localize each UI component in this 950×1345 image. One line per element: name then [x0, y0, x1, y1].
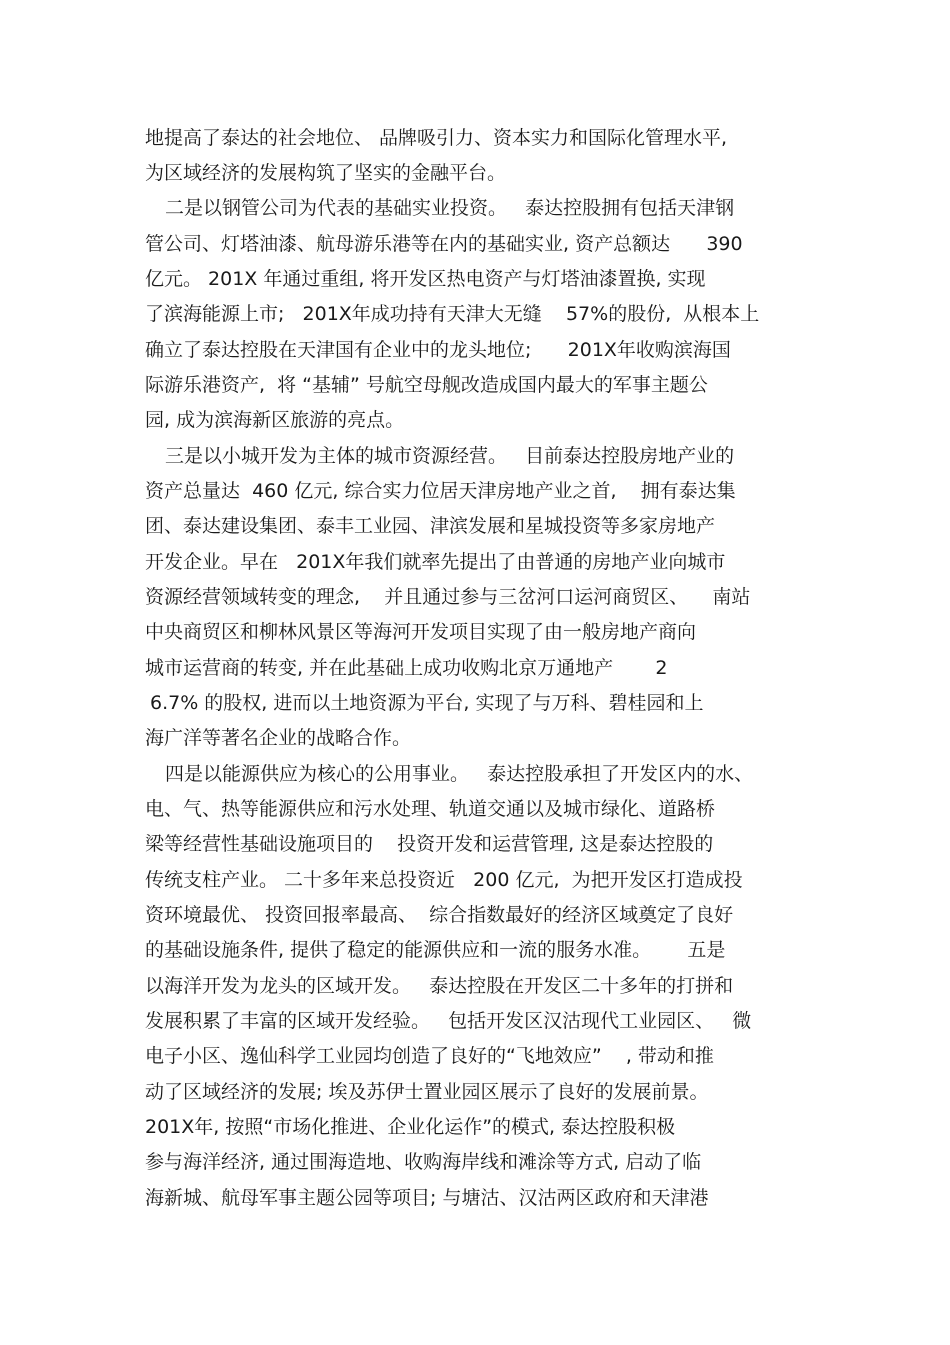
text-line: 了滨海能源上市; 201X年成功持有天津大无缝 57%的股份, 从根本上 [145, 303, 760, 325]
text-line: 动了区域经济的发展; 埃及苏伊士置业园区展示了良好的发展前景。 [145, 1081, 709, 1103]
text-line: 的基础设施条件, 提供了稳定的能源供应和一流的服务水准。 五是 [145, 939, 726, 961]
text-line: 资环境最优、 投资回报率最高、 综合指数最好的经济区域奠定了良好 [145, 904, 734, 926]
text-line: 四是以能源供应为核心的公用事业。 泰达控股承担了开发区内的水、 [165, 763, 754, 785]
text-line: 确立了泰达控股在天津国有企业中的龙头地位; 201X年收购滨海国 [145, 339, 731, 361]
text-line: 三是以小城开发为主体的城市资源经营。 目前泰达控股房地产业的 [165, 445, 735, 467]
text-line: 城市运营商的转变, 并在此基础上成功收购北京万通地产 2 [145, 657, 668, 679]
text-line: 海广洋等著名企业的战略合作。 [145, 727, 412, 749]
text-line: 发展积累了丰富的区域开发经验。 包括开发区汉沽现代工业园区、 微 [145, 1010, 752, 1032]
text-line: 电子小区、逸仙科学工业园均创造了良好的“飞地效应” , 带动和推 [145, 1045, 714, 1067]
text-line: 管公司、灯塔油漆、航母游乐港等在内的基础实业, 资产总额达 390 [145, 233, 743, 255]
text-line: 201X年, 按照“市场化推进、企业化运作”的模式, 泰达控股积极 [145, 1116, 676, 1138]
text-line: 中央商贸区和柳林风景区等海河开发项目实现了由一般房地产商向 [145, 621, 697, 643]
text-line: 开发企业。早在 201X年我们就率先提出了由普通的房地产业向城市 [145, 551, 726, 573]
text-line: 园, 成为滨海新区旅游的亮点。 [145, 409, 405, 431]
text-line: 梁等经营性基础设施项目的 投资开发和运营管理, 这是泰达控股的 [145, 833, 714, 855]
text-line: 地提高了泰达的社会地位、 品牌吸引力、资本实力和国际化管理水平, [145, 127, 728, 149]
text-line: 亿元。 201X 年通过重组, 将开发区热电资产与灯塔油漆置换, 实现 [145, 268, 706, 290]
text-line: 际游乐港资产, 将 “基辅” 号航空母舰改造成国内最大的军事主题公 [145, 374, 708, 396]
text-line: 团、泰达建设集团、泰丰工业园、津滨发展和星城投资等多家房地产 [145, 515, 716, 537]
text-line: 资源经营领域转变的理念, 并且通过参与三岔河口运河商贸区、 南站 [145, 586, 751, 608]
text-line: 二是以钢管公司为代表的基础实业投资。 泰达控股拥有包括天津钢 [165, 197, 735, 219]
text-line: 资产总量达 460 亿元, 综合实力位居天津房地产业之首, 拥有泰达集 [145, 480, 736, 502]
text-line: 6.7% 的股权, 进而以土地资源为平台, 实现了与万科、碧桂园和上 [150, 692, 704, 714]
text-line: 传统支柱产业。 二十多年来总投资近 200 亿元, 为把开发区打造成投 [145, 869, 743, 891]
text-line: 电、气、热等能源供应和污水处理、轨道交通以及城市绿化、道路桥 [145, 798, 716, 820]
text-line: 以海洋开发为龙头的区域开发。 泰达控股在开发区二十多年的打拼和 [145, 975, 734, 997]
text-line: 为区域经济的发展构筑了坚实的金融平台。 [145, 162, 507, 184]
text-line: 海新城、航母军事主题公园等项目; 与塘沽、汉沽两区政府和天津港 [145, 1187, 709, 1209]
text-line: 参与海洋经济, 通过围海造地、收购海岸线和滩涂等方式, 启动了临 [145, 1151, 702, 1173]
